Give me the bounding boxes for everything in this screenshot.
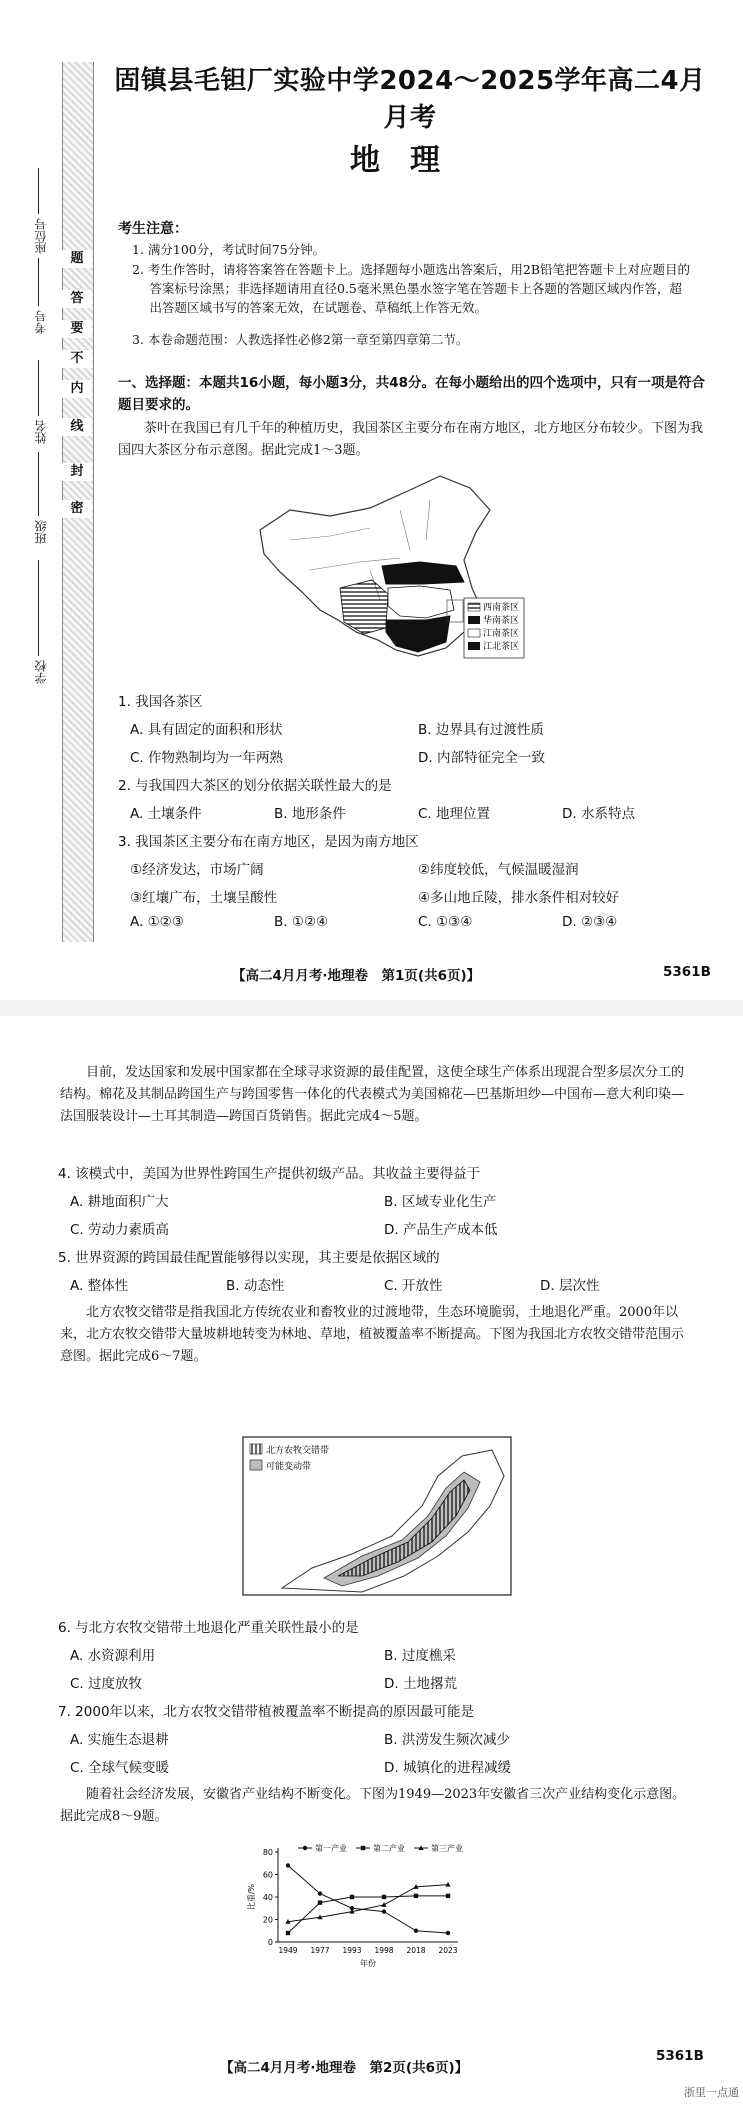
- q7-option-b[interactable]: B. 洪涝发生频次减少: [384, 1732, 510, 1748]
- y-tick-label: 40: [262, 1893, 273, 1902]
- binding-char: 题: [62, 250, 92, 268]
- tea-region-map: [250, 470, 530, 670]
- page-gap: [0, 1000, 743, 1016]
- legend-label-1: 第一产业: [315, 1844, 347, 1853]
- binding-char: 不: [62, 350, 92, 368]
- q5-option-c[interactable]: C. 开放性: [384, 1278, 443, 1294]
- q3-option-d[interactable]: D. ②③④: [562, 914, 618, 930]
- legend-label-shift: 可能变动带: [266, 1462, 312, 1472]
- jiangbei-tea-region: [382, 562, 464, 584]
- page-footer: 【高二4月月考·地理卷 第1页(共6页)】: [232, 968, 481, 984]
- page-2: [0, 1016, 743, 2104]
- legend-swatch-southwest: [468, 603, 480, 611]
- notice-item: 1. 满分100分，考试时间75分钟。: [132, 242, 326, 257]
- cotton-intro: 目前，发达国家和发展中国家都在全球寻求资源的最佳配置，这使全球生产体系出现混合型多层次分工的结构。棉花及其制品跨国生产与跨国零售一体化的代表模式为美国棉花—巴基斯坦纱—中国布—意大利印染—法国服装设计—土耳其制造—跨国百货销售。据此完成4～5题。: [60, 1065, 685, 1124]
- data-point-series-3: [381, 1902, 386, 1907]
- legend-label-jiangbei: 江北茶区: [483, 642, 520, 652]
- series-line-1: [288, 1866, 448, 1934]
- legend-label-south-china: 华南茶区: [483, 616, 520, 626]
- data-point-series-1: [382, 1909, 386, 1913]
- tea-intro: 茶叶在我国已有几千年的种植历史，我国茶区主要分布在南方地区，北方地区分布较少。下图为我国四大茶区分布示意图。据此完成1～3题。: [118, 421, 704, 458]
- exam-number-label: 考号: [34, 310, 48, 334]
- q1-option-a[interactable]: A. 具有固定的面积和形状: [130, 722, 283, 738]
- q5-option-d[interactable]: D. 层次性: [540, 1278, 600, 1294]
- q2-option-d[interactable]: D. 水系特点: [562, 806, 635, 822]
- x-tick-label: 1993: [342, 1946, 362, 1955]
- legend-swatch-jiangbei: [468, 642, 480, 650]
- q2-option-b[interactable]: B. 地形条件: [274, 806, 346, 822]
- legend-label-jiangnan: 江南茶区: [483, 629, 520, 639]
- class-line[interactable]: [38, 452, 39, 516]
- q1-option-b[interactable]: B. 边界具有过渡性质: [418, 722, 544, 738]
- data-point-series-2: [414, 1894, 418, 1898]
- notice-item: 3. 本卷命题范围：人教选择性必修2第一章至第四章第二节。: [132, 332, 469, 347]
- q4-option-b[interactable]: B. 区域专业化生产: [384, 1194, 497, 1210]
- paper-code: 5361B: [656, 2048, 704, 2064]
- paper-code: 5361B: [663, 964, 711, 980]
- exam-subject: 地理: [350, 143, 470, 178]
- page-1: [0, 0, 743, 1000]
- notice-heading: 考生注意：: [118, 221, 188, 237]
- q7-option-d[interactable]: D. 城镇化的进程减缓: [384, 1760, 511, 1776]
- x-tick-label: 2023: [438, 1946, 458, 1955]
- q5-option-a[interactable]: A. 整体性: [70, 1278, 129, 1294]
- q3-statement: ②纬度较低，气候温暖湿润: [418, 862, 579, 878]
- question-7-stem: 7. 2000年以来，北方农牧交错带植被覆盖率不断提高的原因最可能是: [58, 1704, 475, 1720]
- x-tick-label: 1998: [374, 1946, 394, 1955]
- legend-marker-1: [303, 1846, 307, 1850]
- legend-swatch-shift: [250, 1460, 262, 1470]
- ecotone-map: [242, 1436, 512, 1596]
- seat-number-label: 座位号: [34, 218, 48, 254]
- exam-title: 固镇县毛钽厂实验中学2024～2025学年高二4月月考: [114, 66, 706, 133]
- q7-option-c[interactable]: C. 全球气候变暖: [70, 1760, 170, 1776]
- name-label: 姓名: [34, 420, 48, 444]
- legend-label-2: 第二产业: [373, 1844, 405, 1853]
- question-3-stem: 3. 我国茶区主要分布在南方地区，是因为南方地区: [118, 834, 419, 850]
- question-6-stem: 6. 与北方农牧交错带土地退化严重关联性最小的是: [58, 1620, 359, 1636]
- notice-item: 2. 考生作答时，请将答案答在答题卡上。选择题每小题选出答案后，用2B铅笔把答题卡上对应题目的答案标号涂黑；非选择题请用直径0.5毫米黑色墨水签字笔在答题卡上各题的答题区域内作答，超出答题区域书写的答案无效，在试题卷、草稿纸上作答无效。: [132, 262, 691, 315]
- q1-option-c[interactable]: C. 作物熟制均为一年两熟: [130, 750, 284, 766]
- q4-option-c[interactable]: C. 劳动力素质高: [70, 1222, 170, 1238]
- legend-swatch-ecotone: [250, 1444, 262, 1454]
- q6-option-b[interactable]: B. 过度樵采: [384, 1648, 456, 1664]
- data-point-series-2: [382, 1895, 386, 1899]
- legend-label-southwest: 西南茶区: [483, 603, 520, 613]
- x-tick-label: 2018: [406, 1946, 426, 1955]
- question-5-stem: 5. 世界资源的跨国最佳配置能够得以实现，其主要是依据区域的: [58, 1250, 440, 1266]
- binding-char: 内: [62, 380, 92, 398]
- data-point-series-3: [445, 1882, 450, 1887]
- legend-swatch-south-china: [468, 616, 480, 624]
- data-point-series-2: [286, 1931, 290, 1935]
- q4-option-d[interactable]: D. 产品生产成本低: [384, 1222, 498, 1238]
- x-tick-label: 1977: [310, 1946, 330, 1955]
- school-line[interactable]: [38, 560, 39, 656]
- legend-swatch-jiangnan: [468, 629, 480, 637]
- anhui-intro: 随着社会经济发展，安徽省产业结构不断变化。下图为1949—2023年安徽省三次产业结构变化示意图。据此完成8～9题。: [60, 1787, 686, 1824]
- q3-option-c[interactable]: C. ①③④: [418, 914, 473, 930]
- q3-statement: ④多山地丘陵，排水条件相对较好: [418, 890, 620, 906]
- x-tick-label: 1949: [278, 1946, 298, 1955]
- data-point-series-1: [318, 1891, 322, 1895]
- legend-marker-2: [361, 1846, 365, 1850]
- class-label: 班级: [34, 520, 48, 544]
- series-line-3: [288, 1885, 448, 1922]
- y-axis-label: 比重/%: [247, 1883, 256, 1911]
- page-footer: 【高二4月月考·地理卷 第2页(共6页)】: [220, 2060, 469, 2076]
- name-line[interactable]: [38, 360, 39, 416]
- ecotone-intro: 北方农牧交错带是指我国北方传统农业和畜牧业的过渡地带，生态环境脆弱，土地退化严重。2000年以来，北方农牧交错带大量坡耕地转变为林地、草地，植被覆盖率不断提高。下图为我国北方农牧交错带范围示意图。据此完成6～7题。: [60, 1305, 685, 1364]
- q2-option-a[interactable]: A. 土壤条件: [130, 806, 202, 822]
- question-4-stem: 4. 该模式中，美国为世界性跨国生产提供初级产品。其收益主要得益于: [58, 1166, 481, 1182]
- data-point-series-1: [414, 1929, 418, 1933]
- y-tick-label: 20: [262, 1915, 273, 1925]
- data-point-series-1: [446, 1931, 450, 1935]
- data-point-series-2: [446, 1894, 450, 1898]
- watermark: 浙里一点通: [684, 2086, 739, 2099]
- x-axis-label: 年份: [360, 1959, 376, 1968]
- q3-option-a[interactable]: A. ①②③: [130, 914, 184, 930]
- binding-char: 答: [62, 290, 92, 308]
- data-point-series-2: [318, 1900, 322, 1904]
- q2-option-c[interactable]: C. 地理位置: [418, 806, 491, 822]
- school-label: 学校: [34, 660, 48, 684]
- question-2-stem: 2. 与我国四大茶区的划分依据关联性最大的是: [118, 778, 392, 794]
- exam-number-line[interactable]: [38, 258, 39, 306]
- legend-label-3: 第三产业: [431, 1844, 463, 1853]
- q5-option-b[interactable]: B. 动态性: [226, 1278, 285, 1294]
- series-line-2: [288, 1896, 448, 1933]
- data-point-series-2: [350, 1895, 354, 1899]
- q6-option-d[interactable]: D. 土地撂荒: [384, 1676, 457, 1692]
- q6-option-a[interactable]: A. 水资源利用: [70, 1648, 156, 1664]
- section-heading: 一、选择题：本题共16小题，每小题3分，共48分。在每小题给出的四个选项中，只有一项是符合题目要求的。: [118, 375, 705, 413]
- binding-char: 密: [62, 500, 92, 518]
- y-tick-label: 0: [267, 1938, 273, 1947]
- data-point-series-1: [286, 1863, 290, 1867]
- q3-statement: ③红壤广布，土壤呈酸性: [130, 890, 278, 906]
- q3-statement: ①经济发达，市场广阔: [130, 862, 264, 878]
- q1-option-d[interactable]: D. 内部特征完全一致: [418, 750, 545, 766]
- q6-option-c[interactable]: C. 过度放牧: [70, 1676, 143, 1692]
- y-tick-label: 80: [262, 1848, 273, 1857]
- binding-char: 要: [62, 320, 92, 338]
- q7-option-a[interactable]: A. 实施生态退耕: [70, 1732, 169, 1748]
- legend-label-ecotone: 北方农牧交错带: [266, 1446, 330, 1456]
- jiangnan-tea-region: [388, 586, 454, 618]
- binding-char: 线: [62, 418, 92, 436]
- q4-option-a[interactable]: A. 耕地面积广大: [70, 1194, 169, 1210]
- industry-structure-chart: [238, 1842, 508, 1982]
- y-tick-label: 60: [262, 1870, 273, 1880]
- q3-option-b[interactable]: B. ①②④: [274, 914, 329, 930]
- seat-number-line[interactable]: [38, 168, 39, 214]
- question-1-stem: 1. 我国各茶区: [118, 694, 203, 710]
- binding-char: 封: [62, 463, 92, 481]
